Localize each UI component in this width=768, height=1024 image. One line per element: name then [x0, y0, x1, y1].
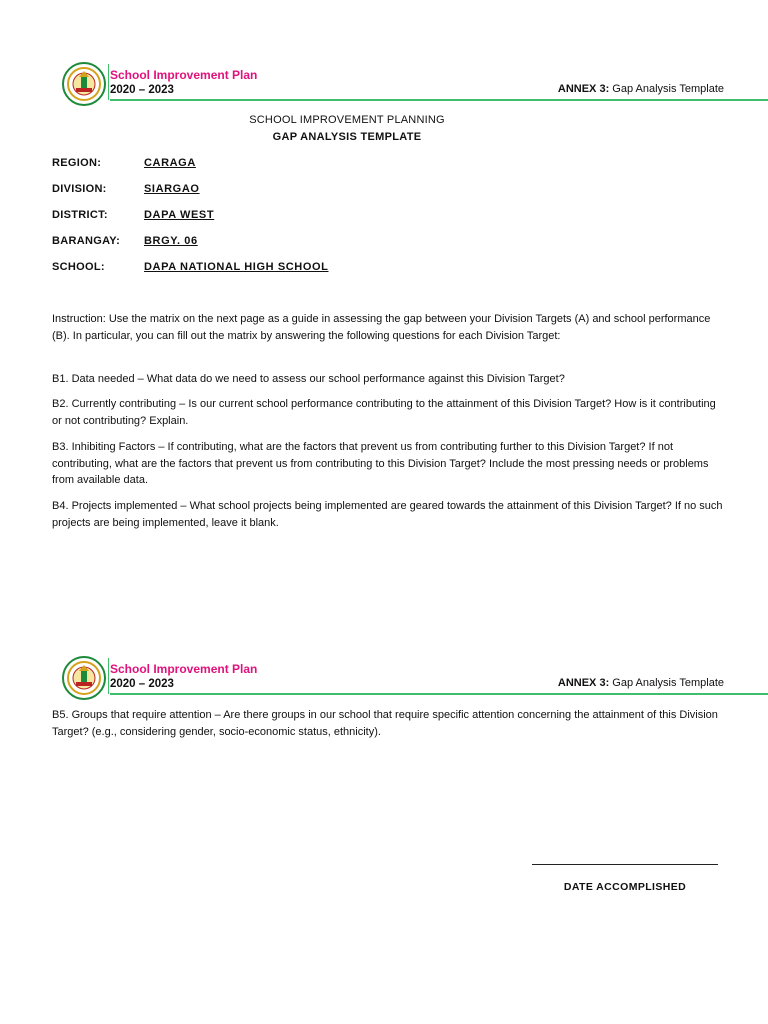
- info-district: [52, 209, 214, 221]
- header-text: [110, 68, 257, 97]
- info-value: DAPA NATIONAL HIGH SCHOOL: [144, 261, 329, 273]
- info-school: [52, 261, 328, 273]
- page-subtitle: GAP ANALYSIS TEMPLATE: [272, 131, 422, 143]
- plan-title: School Improvement Plan: [110, 662, 258, 676]
- school-seal-logo-icon: [62, 656, 106, 700]
- page-header-1: [62, 62, 768, 108]
- instruction-b4: B4. Projects implemented – What school projects being implemented are geared towards the attainment of this Division Target? If no such projects are being implemented, leave it blank.: [52, 500, 723, 529]
- info-label: SCHOOL:: [52, 261, 105, 273]
- info-value: SIARGAO: [144, 183, 200, 195]
- annex-title: Gap Analysis Template: [612, 83, 724, 95]
- plan-years: 2020 – 2023: [110, 678, 174, 690]
- school-seal-logo-icon: [62, 62, 106, 106]
- info-barangay: [52, 235, 198, 247]
- annex-number: ANNEX 3:: [557, 677, 610, 689]
- instruction-intro: Instruction: Use the matrix on the next page as a guide in assessing the gap between your Division Targets (A) and school performance (B). In particular, you can fill out the matrix by answering the following questions for each Division Target:: [52, 313, 711, 342]
- header-text: [110, 662, 257, 691]
- header-rule: [110, 693, 768, 695]
- header-rule: [110, 99, 768, 101]
- info-label: REGION:: [52, 157, 102, 169]
- info-label: BARANGAY:: [52, 235, 121, 247]
- date-accomplished-label: DATE ACCOMPLISHED: [563, 881, 687, 893]
- info-value: DAPA WEST: [144, 209, 215, 221]
- instruction-b1: B1. Data needed – What data do we need to assess our school performance against this Division Target?: [52, 373, 565, 385]
- info-value: CARAGA: [144, 157, 196, 169]
- signature-line: [532, 864, 718, 865]
- annex-label: [558, 677, 724, 689]
- header-divider: [108, 658, 109, 694]
- instruction-b2: B2. Currently contributing – Is our current school performance contributing to the attainment of this Division Target? How is it contributing or not contributing? Explain.: [52, 398, 716, 427]
- annex-title: Gap Analysis Template: [612, 677, 724, 689]
- instruction-b5: B5. Groups that require attention – Are there groups in our school that require specific attention concerning the attainment of this Division Target? (e.g., considering gender, socio-economic status, ethnicity).: [52, 709, 718, 738]
- page-title: SCHOOL IMPROVEMENT PLANNING: [249, 114, 445, 126]
- annex-number: ANNEX 3:: [557, 83, 610, 95]
- annex-label: [558, 83, 724, 95]
- info-label: DISTRICT:: [52, 209, 108, 221]
- header-divider: [108, 64, 109, 100]
- plan-years: 2020 – 2023: [110, 84, 174, 96]
- info-region: [52, 157, 196, 169]
- page-header-2: [62, 656, 768, 702]
- info-label: DIVISION:: [52, 183, 107, 195]
- plan-title: School Improvement Plan: [110, 68, 258, 82]
- info-division: [52, 183, 200, 195]
- info-value: BRGY. 06: [144, 235, 198, 247]
- instruction-b3: B3. Inhibiting Factors – If contributing, what are the factors that prevent us from contributing further to this Division Target? If not contributing, what are the factors that prevent us from contributing to this Division Target? Include the most pressing needs or problems from available data.: [52, 441, 709, 486]
